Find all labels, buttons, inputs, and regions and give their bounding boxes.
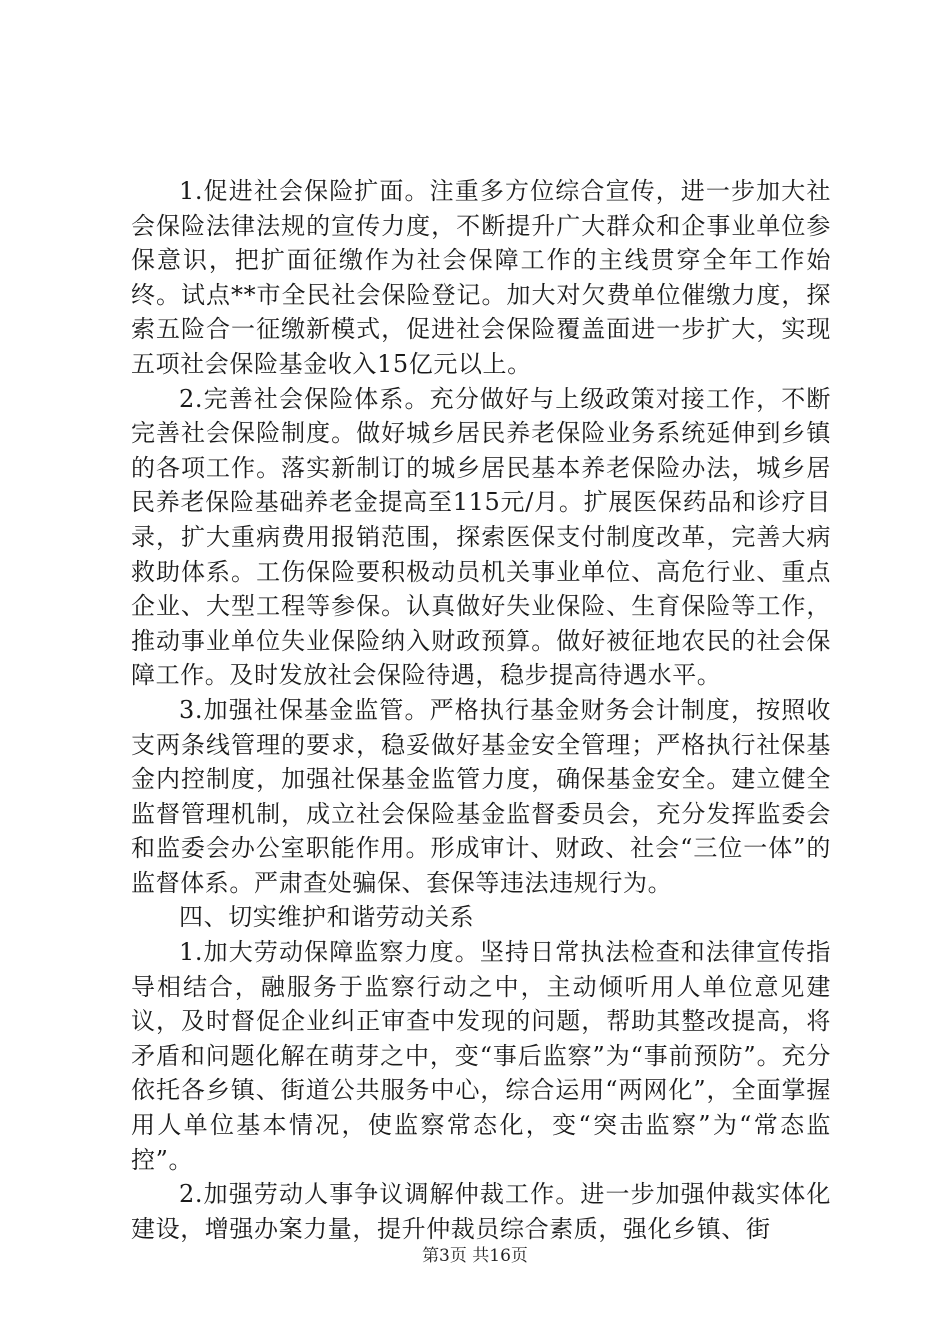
document-body bbox=[131, 174, 831, 1246]
section-heading-labor-relations: 四、切实维护和谐劳动关系 bbox=[179, 903, 475, 932]
paragraph-social-insurance-system: 2.完善社会保险体系。充分做好与上级政策对接工作，不断完善社会保险制度。做好城乡居民养老保险业务系统延伸到乡镇的各项工作。落实新制订的城乡居民基本养老保险办法，城乡居民养老保险基础养老金提高至115元/月。扩展医保药品和诊疗目录，扩大重病费用报销范围，探索医保支付制度改革，完善大病救助体系。工伤保险要积极动员机关事业单位、高危行业、重点企业、大型工程等参保。认真做好失业保险、生育保险等工作，推动事业单位失业保险纳入财政预算。做好被征地农民的社会保障工作。及时发放社会保险待遇，稳步提高待遇水平。 bbox=[131, 384, 831, 690]
page-number-footer: 第3页 共16页 bbox=[422, 1246, 528, 1266]
paragraph-labor-inspection: 1.加大劳动保障监察力度。坚持日常执法检查和法律宣传指导相结合，融服务于监察行动之中，主动倾听用人单位意见建议，及时督促企业纠正审查中发现的问题，帮助其整改提高，将矛盾和问题化解在萌芽之中，变“事后监察”为“事前预防”。充分依托各乡镇、街道公共服务中心，综合运用“两网化”，全面掌握用人单位基本情况，使监察常态化，变“突击监察”为“常态监控”。 bbox=[131, 938, 831, 1174]
paragraph-dispute-arbitration: 2.加强劳动人事争议调解仲裁工作。进一步加强仲裁实体化建设，增强办案力量，提升仲裁员综合素质，强化乡镇、街 bbox=[131, 1180, 831, 1243]
paragraph-social-insurance-expansion: 1.促进社会保险扩面。注重多方位综合宣传，进一步加大社会保险法律法规的宣传力度，不断提升广大群众和企事业单位参保意识，把扩面征缴作为社会保障工作的主线贯穿全年工作始终。试点**市全民社会保险登记。加大对欠费单位催缴力度，探索五险合一征缴新模式，促进社会保险覆盖面进一步扩大，实现五项社会保险基金收入15亿元以上。 bbox=[131, 177, 831, 378]
paragraph-fund-supervision: 3.加强社保基金监管。严格执行基金财务会计制度，按照收支两条线管理的要求，稳妥做好基金安全管理；严格执行社保基金内控制度，加强社保基金监管力度，确保基金安全。建立健全监督管理机制，成立社会保险基金监督委员会，充分发挥监委会和监委会办公室职能作用。形成审计、财政、社会“三位一体”的监督体系。严肃查处骗保、套保等违法违规行为。 bbox=[131, 695, 831, 897]
